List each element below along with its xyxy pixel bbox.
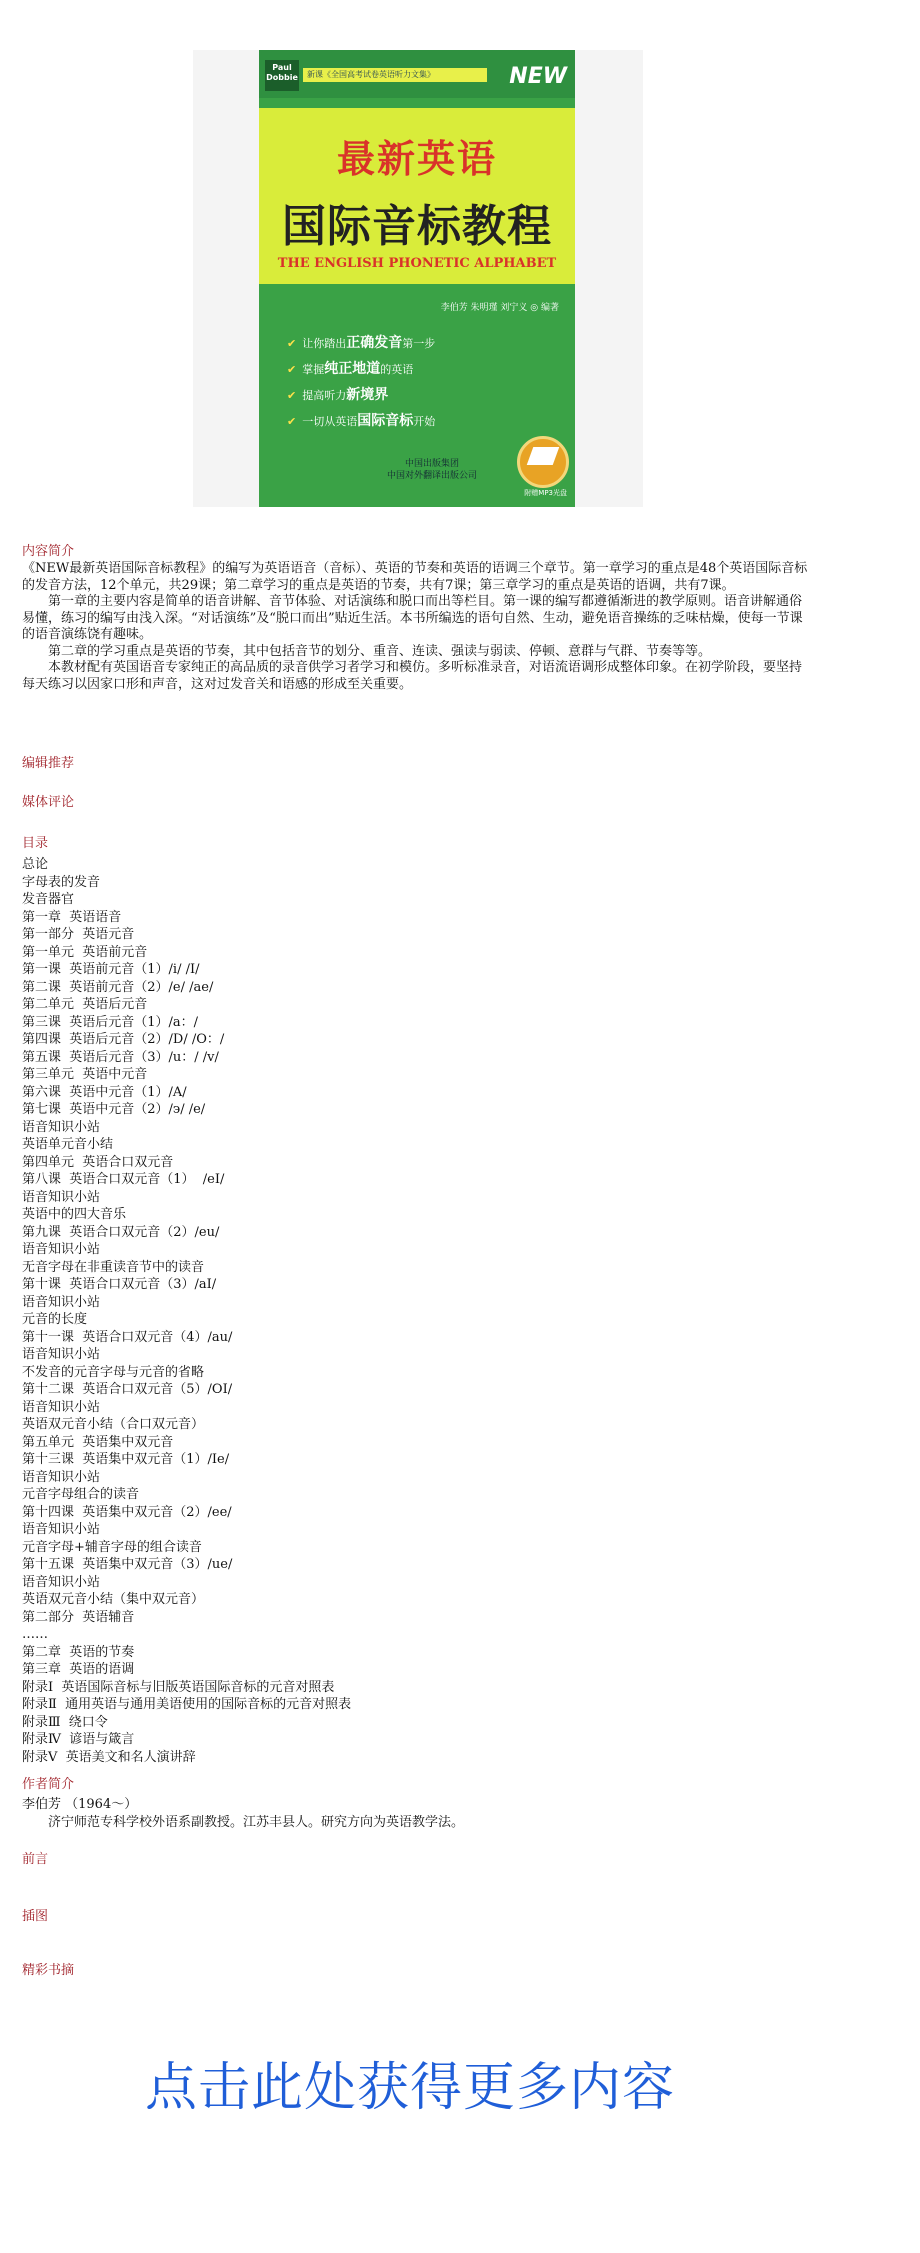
preface-heading: 前言 <box>22 1852 49 1867</box>
toc-item: 元音的长度 <box>22 1312 88 1327</box>
toc-item: 总论 <box>22 857 49 872</box>
toc-item: 第四课 英语后元音（2）/D/ /O：/ <box>22 1032 225 1047</box>
author-name: 李伯芳 （1964～） <box>22 1797 138 1812</box>
toc-item: 第一课 英语前元音（1）/i/ /I/ <box>22 962 200 977</box>
toc-item: 第二部分 英语辅音 <box>22 1609 135 1625</box>
cover-bullet-highlight: 正确发音 <box>346 335 403 351</box>
toc-item: 第一单元 英语前元音 <box>22 944 148 960</box>
cover-title-line1: 最新英语 <box>336 137 497 181</box>
cover-cd-label: 附赠MP3光盘 <box>524 489 567 497</box>
cover-bullet <box>287 358 413 378</box>
cover-title-line2: 国际音标教程 <box>282 201 552 252</box>
toc-item: 第一部分 英语元音 <box>22 927 135 942</box>
cover-title-english: THE ENGLISH PHONETIC ALPHABET <box>277 256 557 271</box>
toc-item: 语音知识小站 <box>22 1242 101 1257</box>
toc-item: 第十四课 英语集中双元音（2）/ee/ <box>22 1504 232 1520</box>
check-icon: ✔ <box>287 389 297 402</box>
toc-item: 第五单元 英语集中双元音 <box>22 1434 174 1450</box>
toc-item: 语音知识小站 <box>22 1574 101 1590</box>
intro-paragraph: 《NEW最新英语国际音标教程》的编写为英语语音（音标）、英语的节奏和英语的语调三个章节。第一章学习的重点是48个英语国际音标的发音方法，12个单元，共29课；第二章学习的重点是英语的节奏，共有7课；第三章学习的重点是英语的语调，共有7课。 <box>22 561 808 593</box>
toc-item: 附录Ⅲ 绕口令 <box>22 1714 108 1730</box>
author-bio: 济宁师范专科学校外语系副教授。江苏丰县人。研究方向为英语教学法。 <box>48 1814 465 1830</box>
cover-publisher-line: 中国出版集团 <box>405 459 460 469</box>
toc-item: 不发音的元音字母与元音的省略 <box>22 1364 205 1380</box>
toc-item: 发音器官 <box>22 892 75 907</box>
toc-item: 元音字母+辅音字母的组合读音 <box>22 1539 202 1555</box>
toc-item: 第十一课 英语合口双元音（4）/au/ <box>22 1329 233 1345</box>
author-info <box>22 1796 464 1831</box>
cover-bullet-highlight: 国际音标 <box>357 413 414 429</box>
cover-bullet <box>287 384 388 404</box>
toc-item: 第十课 英语合口双元音（3）/aI/ <box>22 1277 217 1292</box>
intro-paragraph: 第二章的学习重点是英语的节奏，其中包括音节的划分、重音、连读、强读与弱读、停顿、意群与气群、节奏等等。 <box>48 643 712 659</box>
intro-paragraph: 本教材配有英国语音专家纯正的高品质的录音供学习者学习和模仿。多听标准录音，对语流语调形成整体印象。在初学阶段，要坚持每天练习以因家口形和声音，这对过发音关和语感的形成至关重要。 <box>22 660 803 692</box>
intro-heading: 内容简介 <box>22 544 75 559</box>
cover-series: 新课《全国高考试卷英语听力文集》 <box>303 68 487 82</box>
cover-editors: 李伯芳 朱明瑾 刘宁义 ◎ 编著 <box>440 303 559 313</box>
toc-item: 第三章 英语的语调 <box>22 1662 135 1677</box>
check-icon: ✔ <box>287 415 297 428</box>
cover-bullet-highlight: 新境界 <box>346 387 389 403</box>
toc-item: 语音知识小站 <box>22 1294 101 1310</box>
cover-bullet-text: 提高听力 <box>302 389 347 402</box>
cover-new-label: NEW <box>509 64 567 89</box>
cd-disc-icon <box>517 436 569 488</box>
toc-item: 第三单元 英语中元音 <box>22 1067 148 1082</box>
book-cover-frame <box>193 50 643 507</box>
toc-item: 第十五课 英语集中双元音（3）/ue/ <box>22 1557 233 1572</box>
cover-bullet-text: 一切从英语 <box>302 415 358 428</box>
toc-item: 语音知识小站 <box>22 1522 101 1537</box>
toc-item: 第十二课 英语合口双元音（5）/OI/ <box>22 1382 233 1397</box>
toc-item: 语音知识小站 <box>22 1347 101 1362</box>
editor-recommendation-heading: 编辑推荐 <box>22 756 75 771</box>
author-heading: 作者简介 <box>22 1777 75 1792</box>
toc-item: 语音知识小站 <box>22 1469 101 1485</box>
check-icon: ✔ <box>287 337 297 350</box>
cover-bullet-text: 让你踏出 <box>302 337 347 350</box>
toc-item: 第二课 英语前元音（2）/e/ /ae/ <box>22 979 214 995</box>
toc-item: 语音知识小站 <box>22 1119 101 1135</box>
media-review-heading: 媒体评论 <box>22 795 75 810</box>
cover-bullet-text: 的英语 <box>380 363 414 376</box>
toc-item: 英语中的四大音乐 <box>22 1207 127 1222</box>
cover-author-badge: Paul Dobbie <box>265 60 299 91</box>
book-cover <box>259 50 575 507</box>
toc-item: 元音字母组合的读音 <box>22 1487 140 1502</box>
toc-item: 第一章 英语语音 <box>22 909 122 925</box>
check-icon: ✔ <box>287 363 297 376</box>
toc-item: 语音知识小站 <box>22 1399 101 1415</box>
toc-item: 第九课 英语合口双元音（2）/eu/ <box>22 1224 220 1240</box>
toc-item: 第二章 英语的节奏 <box>22 1644 135 1660</box>
toc-item: 第二单元 英语后元音 <box>22 997 148 1012</box>
toc-item: 附录Ⅰ 英语国际音标与旧版英语国际音标的元音对照表 <box>22 1679 335 1695</box>
cover-bullet <box>287 410 435 430</box>
cover-bullet <box>287 332 435 352</box>
toc-item: 第七课 英语中元音（2）/э/ /e/ <box>22 1102 206 1117</box>
toc-heading: 目录 <box>22 836 49 851</box>
toc-item: 附录Ⅱ 通用英语与通用美语使用的国际音标的元音对照表 <box>22 1697 352 1712</box>
toc-item: 第六课 英语中元音（1）/A/ <box>22 1084 187 1100</box>
toc-item: 第十三课 英语集中双元音（1）/Ie/ <box>22 1452 230 1467</box>
cover-publisher-line: 中国对外翻译出版公司 <box>387 471 478 481</box>
toc-item: 语音知识小站 <box>22 1189 101 1205</box>
excerpt-heading: 精彩书摘 <box>22 1963 75 1978</box>
toc-item: 附录Ⅳ 谚语与箴言 <box>22 1732 135 1747</box>
toc-item: 无音字母在非重读音节中的读音 <box>22 1259 205 1275</box>
toc-item: 附录Ⅴ 英语美文和名人演讲辞 <box>22 1749 196 1765</box>
toc-item: 第五课 英语后元音（3）/u：/ /v/ <box>22 1049 219 1065</box>
illustrations-heading: 插图 <box>22 1909 49 1924</box>
more-content-link[interactable]: 点击此处获得更多内容 <box>145 2058 676 2118</box>
toc-item: 第八课 英语合口双元音（1） /eI/ <box>22 1172 225 1187</box>
toc-item: …… <box>22 1627 48 1642</box>
cover-bullet-text: 第一步 <box>402 337 436 350</box>
toc-item: 英语双元音小结（合口双元音） <box>22 1417 205 1432</box>
cover-bullet-highlight: 纯正地道 <box>324 361 381 377</box>
toc-list <box>22 856 351 1766</box>
intro-paragraph: 第一章的主要内容是简单的语音讲解、音节体验、对话演练和脱口而出等栏目。第一课的编写都遵循渐进的教学原则。语音讲解通俗易懂，练习的编写由浅入深。“对话演练”及“脱口而出”贴近生活。本书所编选的语句自然、生动，避免语音操练的乏味枯燥，使每一节课的语音演练饶有趣味。 <box>22 594 803 642</box>
toc-item: 英语单元音小结 <box>22 1137 114 1152</box>
cover-bullet-text: 开始 <box>413 415 436 428</box>
intro-body <box>22 561 812 693</box>
toc-item: 第三课 英语后元音（1）/a：/ <box>22 1014 199 1030</box>
cover-publisher <box>387 458 477 482</box>
toc-item: 字母表的发音 <box>22 874 101 890</box>
toc-item: 第四单元 英语合口双元音 <box>22 1154 174 1170</box>
cover-bullet-text: 掌握 <box>302 363 325 376</box>
toc-item: 英语双元音小结（集中双元音） <box>22 1592 205 1607</box>
